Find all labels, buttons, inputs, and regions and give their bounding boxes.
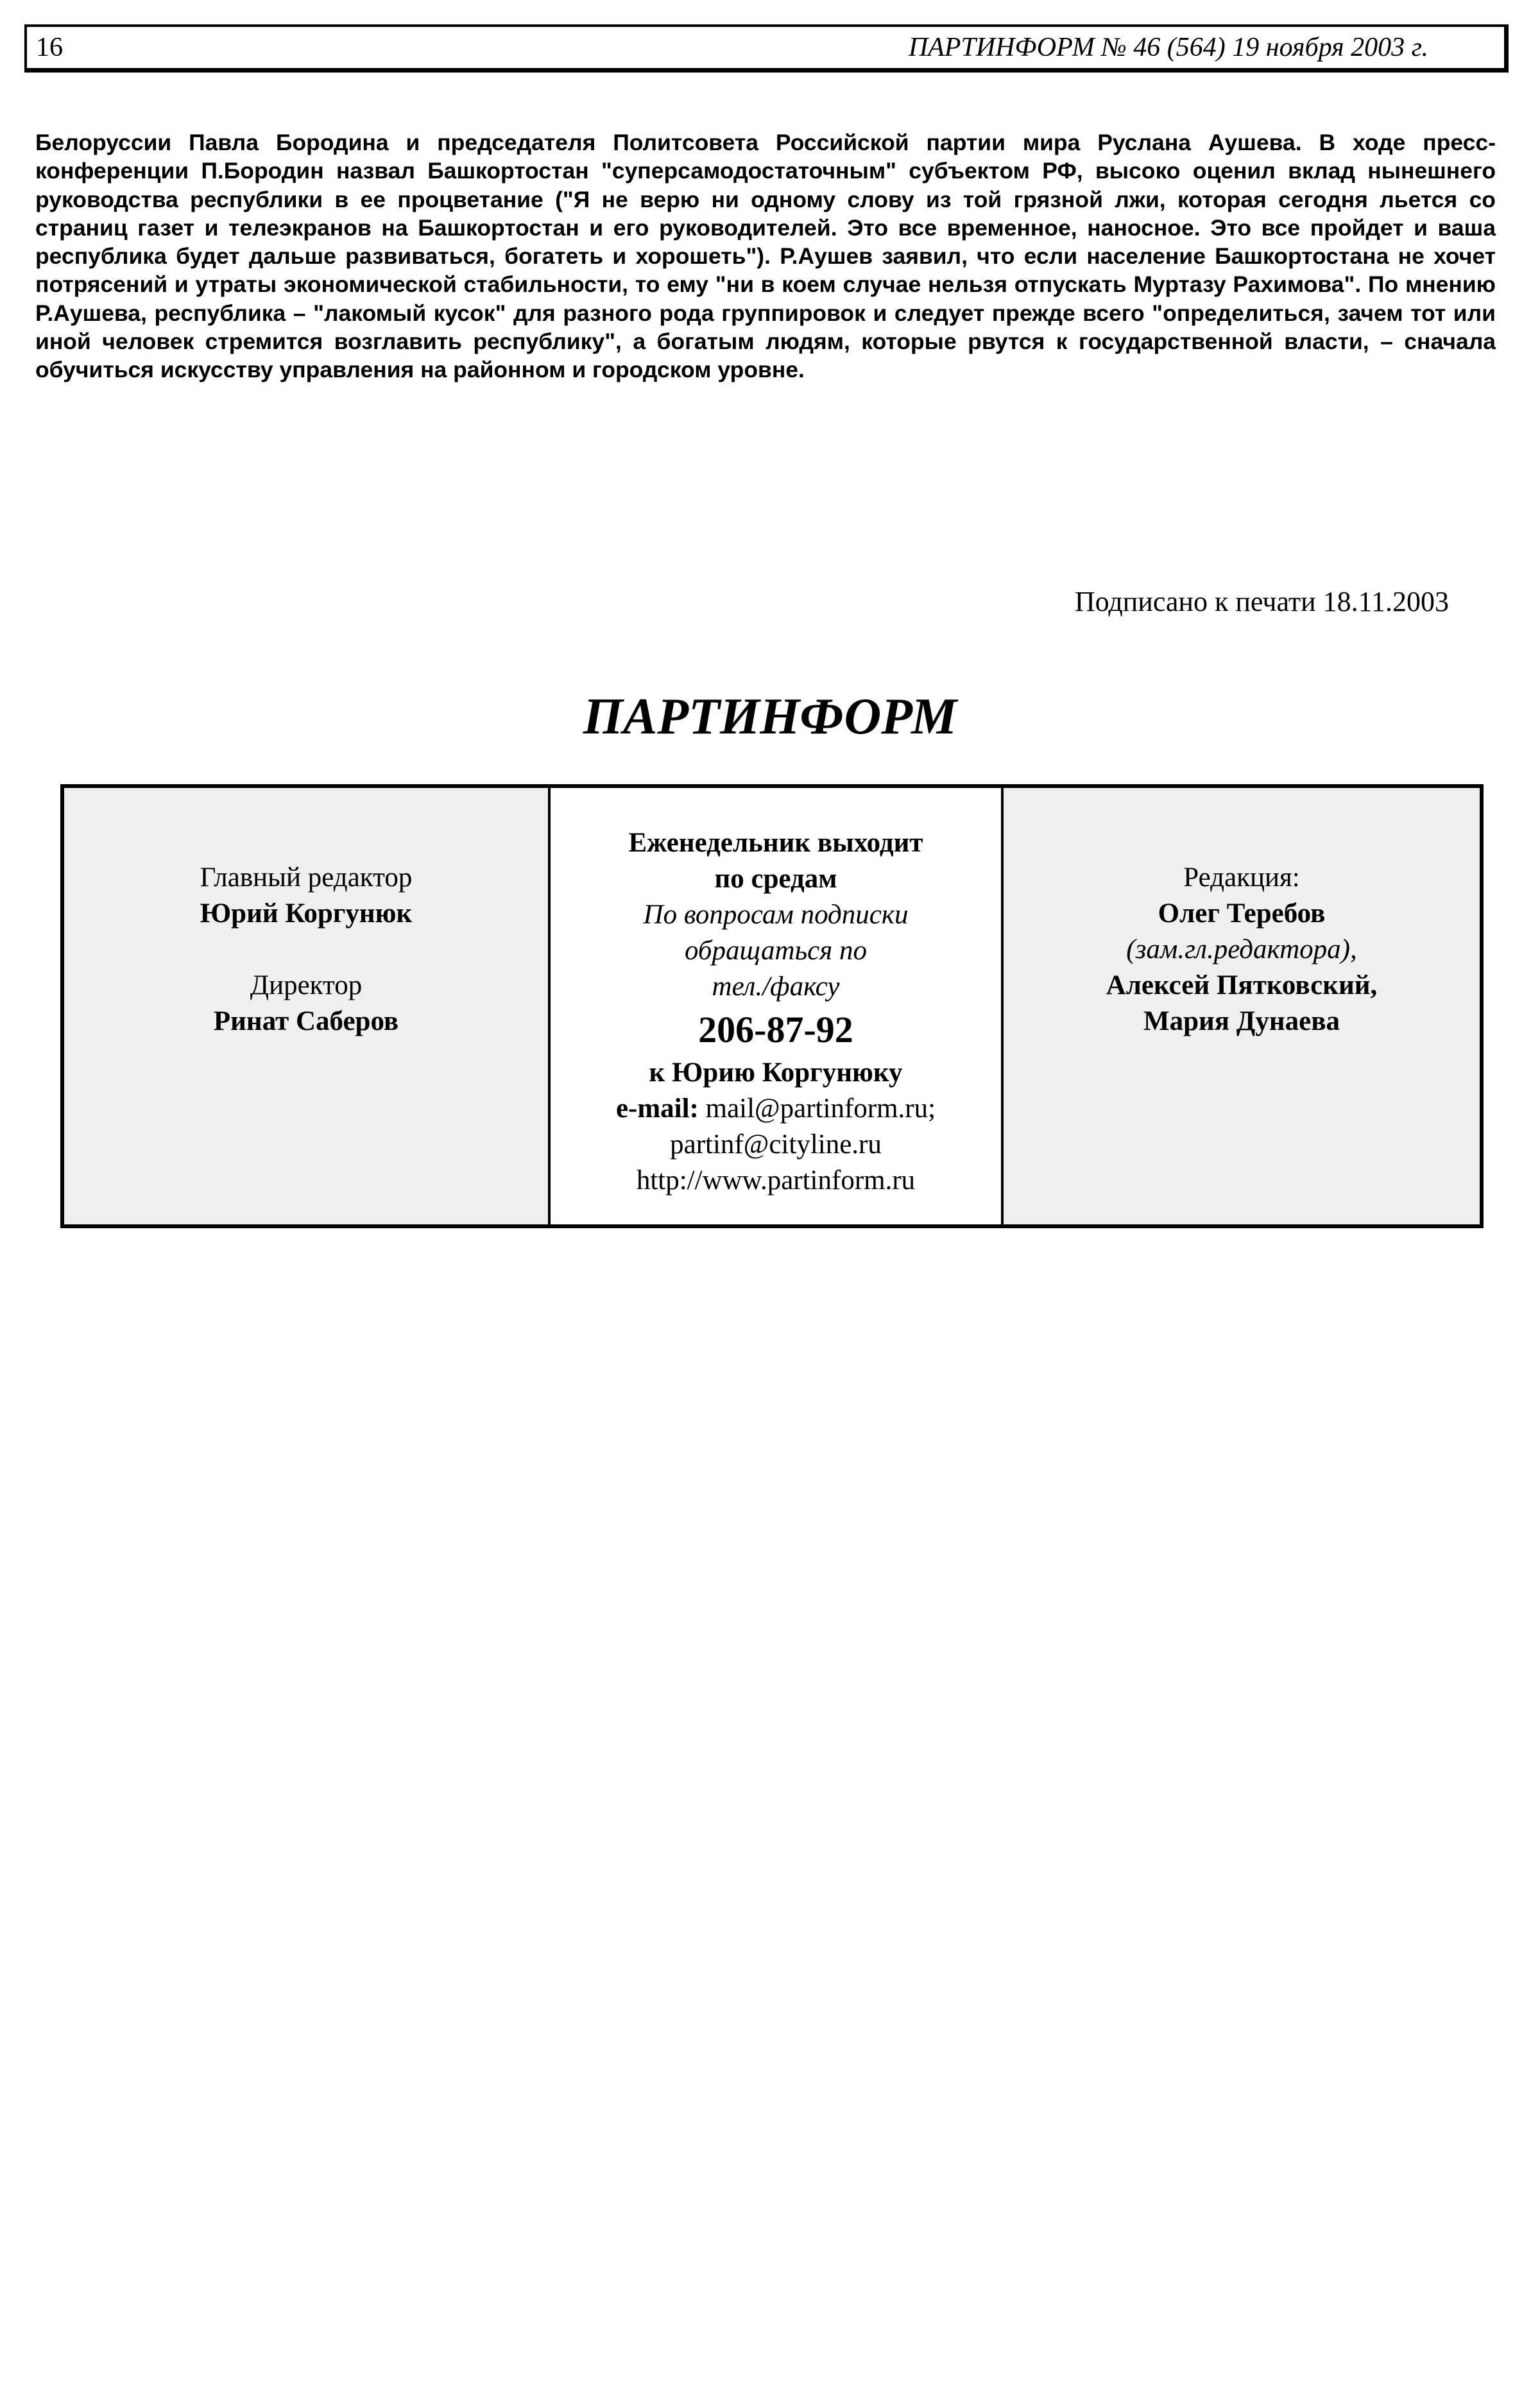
staff-name-1: Олег Теребов — [1158, 898, 1326, 929]
director-name: Ринат Саберов — [213, 1006, 399, 1036]
weekly-line-1: Еженедельник выходит — [628, 828, 923, 858]
website-link[interactable]: http://www.partinform.ru — [636, 1165, 916, 1195]
article-text: Белоруссии Павла Бородина и председателя Политсовета Российской партии мира Руслана Аушева. В ходе пресс-конференции П.Бородин назвал Башкортостан "суперсамодостаточным" субъектом РФ, высоко оценил вклад нынешнего руководства республики в ее процветание ("Я не верю ни одному слову из той грязной лжи, которая сегодня льется со страниц газет и телеэкранов на Башкортостан и его руководителей. Это все временное, наносное. Это все пройдет и ваша республика будет дальше развиваться, богатеть и хорошеть"). Р.Аушев заявил, что если население Башкортостана не хочет потрясений и утраты экономической стабильности, то ему "ни в коем случае нельзя отпускать Муртазу Рахимова". По мнению Р.Аушева, республика – "лакомый кусок" для разного рода группировок и следует прежде всего "определиться, зачем тот или иной человек стремится возглавить республику", а богатым людям, которые рвутся к государственной власти, – сначала обучиться искусству управления на районном и городском уровне. — [35, 130, 1496, 383]
email-line — [551, 1091, 1001, 1127]
page-header — [24, 24, 1509, 73]
subscription-line-2: обращаться по — [684, 936, 868, 966]
imprint-box — [60, 784, 1484, 1228]
staff-role-1: (зам.гл.редактора), — [1126, 934, 1357, 964]
director-title: Директор — [250, 970, 363, 1000]
email-label: e-mail: — [615, 1093, 699, 1124]
staff-name-3: Мария Дунаева — [1143, 1006, 1340, 1036]
issue-line: ПАРТИНФОРМ № 46 (564) 19 ноября 2003 г. — [908, 33, 1428, 62]
spacer — [64, 932, 548, 968]
imprint-left-column — [64, 788, 551, 1224]
email-address-1[interactable]: mail@partinform.ru; — [705, 1093, 936, 1124]
imprint-right-column — [1004, 788, 1480, 1224]
staff-title: Редакция: — [1183, 862, 1300, 893]
weekly-line-2: по средам — [714, 864, 837, 894]
contact-person: к Юрию Коргунюку — [649, 1058, 903, 1088]
subscription-line-1: По вопросам подписки — [643, 900, 909, 930]
signed-for-print: Подписано к печати 18.11.2003 — [1074, 586, 1449, 617]
editor-title: Главный редактор — [200, 862, 413, 893]
subscription-line-3: тел./факсу — [712, 972, 840, 1002]
masthead-title: ПАРТИНФОРМ — [583, 689, 957, 745]
editor-name: Юрий Коргунюк — [200, 898, 413, 929]
staff-name-2: Алексей Пятковский, — [1106, 970, 1378, 1000]
page-number: 16 — [36, 33, 63, 62]
imprint-middle-column — [551, 788, 1004, 1224]
phone-number: 206-87-92 — [698, 1009, 853, 1050]
email-address-2[interactable]: partinf@cityline.ru — [670, 1129, 882, 1160]
